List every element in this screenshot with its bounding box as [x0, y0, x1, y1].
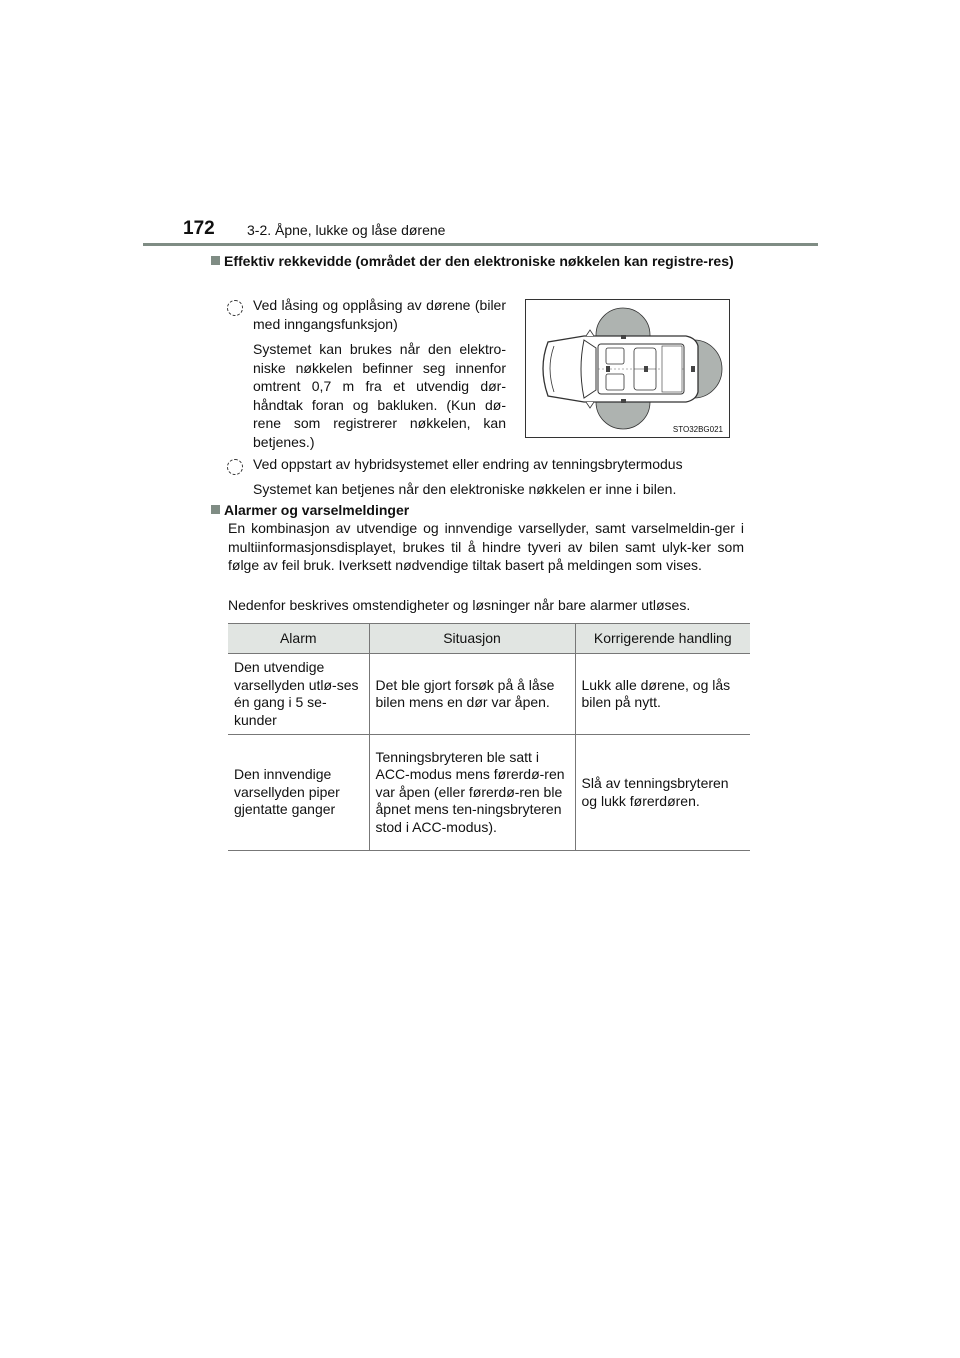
- antenna-front-left: [621, 399, 626, 403]
- front-seat-left: [606, 374, 624, 390]
- section-title: 3-2. Åpne, lukke og låse dørene: [247, 222, 446, 238]
- table-header-row: [228, 624, 750, 654]
- header-rule: [143, 243, 818, 246]
- table-row: [228, 654, 750, 735]
- alarms-paragraph-1: En kombinasjon av utvendige og innvendige varsellyder, samt varselmeldin-ger i multiinformasjonsdisplayet, brukes til å hindre tyveri av bilen samt ulyk-ker som følge av feil bruk. Iverksett nødvendige tiltak basert på meldingen som vises.: [228, 520, 744, 573]
- table-cell-situation: Tenningsbryteren ble satt i ACC-modus mens førerdø-ren var åpen (eller førerdø-ren ble åpnet mens ten-ningsbryteren stod i ACC-modus).: [369, 735, 575, 851]
- antenna-interior-rear: [644, 366, 648, 372]
- page-number: 172: [183, 218, 215, 239]
- luggage-area: [662, 346, 682, 392]
- item-hybrid-text: Systemet kan betjenes når den elektroniske nøkkelen er inne i bilen.: [253, 480, 677, 497]
- heading-alarms-text: Alarmer og varselmeldinger: [224, 502, 410, 518]
- dashed-circle-icon: [227, 459, 243, 475]
- front-seat-right: [606, 348, 624, 364]
- table-cell-action: Lukk alle dørene, og lås bilen på nytt.: [575, 654, 750, 735]
- antenna-interior-front: [606, 366, 610, 372]
- square-bullet-icon: [211, 505, 220, 514]
- table-cell-action: Slå av tenningsbryteren og lukk førerdøren.: [575, 735, 750, 851]
- column-header-situation: Situasjon: [369, 624, 575, 654]
- square-bullet-icon: [211, 256, 220, 265]
- item-hybrid-title: Ved oppstart av hybridsystemet eller endring av tenningsbrytermodus: [253, 456, 683, 472]
- figure-code: STO32BG021: [672, 425, 723, 434]
- heading-effective-range: [211, 252, 756, 271]
- car-top-view-diagram: [526, 300, 729, 437]
- item-hybrid-start: [253, 455, 753, 498]
- column-header-action: Korrigerende handling: [575, 624, 750, 654]
- antenna-front-right: [621, 335, 626, 339]
- table-cell-alarm: Den innvendige varsellyden piper gjentatte ganger: [228, 735, 369, 851]
- item-locking-text: Systemet kan brukes når den elektro-niske nøkkelen befinner seg innenfor omtrent 0,7 m fra et utvendig dør-håndtak foran og bakluken. (Kun dø-rene som registrerer nøkkelen, kan betjenes.): [253, 341, 506, 450]
- dashed-circle-icon: [227, 300, 243, 316]
- alarm-table: [228, 623, 750, 851]
- column-header-alarm: Alarm: [228, 624, 369, 654]
- table-cell-situation: Det ble gjort forsøk på å låse bilen mens en dør var åpen.: [369, 654, 575, 735]
- antenna-rear: [691, 366, 695, 372]
- item-locking-title: Ved låsing og opplåsing av dørene (biler med inngangsfunksjon): [253, 297, 506, 332]
- table-row: [228, 735, 750, 851]
- item-locking-unlocking: [253, 296, 506, 451]
- heading-alarms: [211, 501, 756, 520]
- heading-effective-range-text: Effektiv rekkevidde (området der den elektroniske nøkkelen kan registre-res): [224, 253, 734, 269]
- alarms-paragraph-2: Nedenfor beskrives omstendigheter og løsninger når bare alarmer utløses.: [228, 597, 691, 613]
- table-cell-alarm: Den utvendige varsellyden utlø-ses én gang i 5 se-kunder: [228, 654, 369, 735]
- range-diagram: [525, 299, 730, 438]
